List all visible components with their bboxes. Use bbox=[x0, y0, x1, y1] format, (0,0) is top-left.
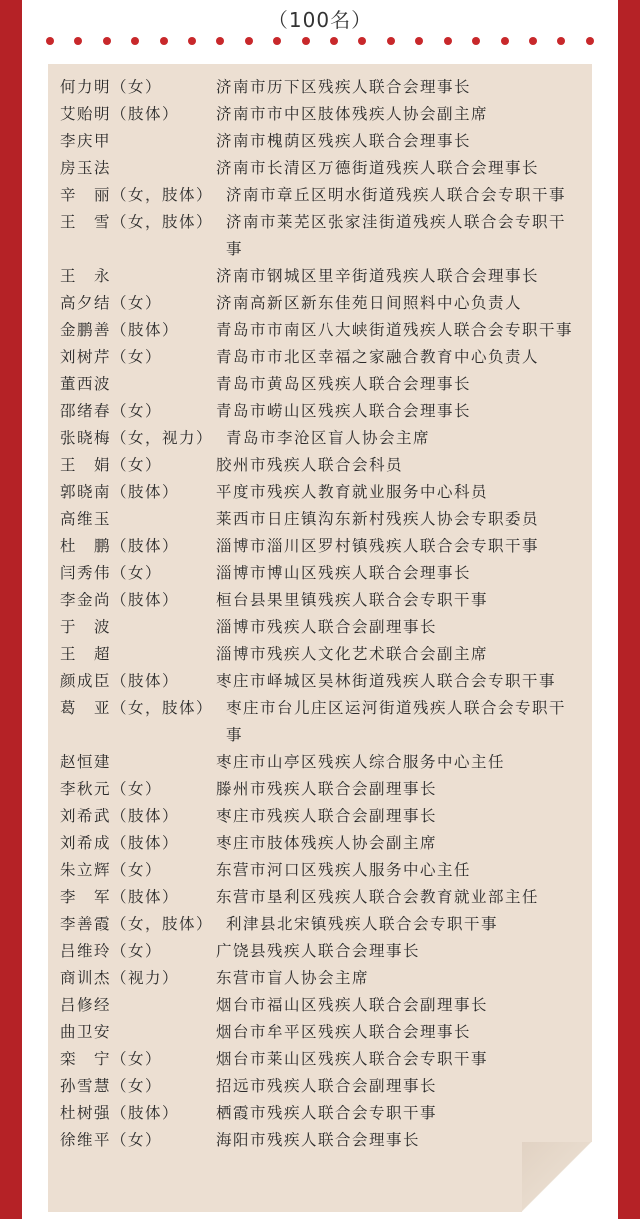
list-item bbox=[60, 1019, 582, 1046]
honoree-name: 王 超 bbox=[60, 645, 112, 663]
honoree-name: 刘希成（肢体） bbox=[60, 834, 180, 852]
list-item bbox=[60, 506, 582, 533]
honoree-name: 杜树强（肢体） bbox=[60, 1104, 180, 1122]
list-item bbox=[60, 74, 582, 101]
honoree-name: 朱立辉（女） bbox=[60, 861, 163, 879]
honoree-organization: 济南市槐荫区残疾人联合会理事长 bbox=[216, 132, 472, 150]
honoree-organization: 青岛市李沧区盲人协会主席 bbox=[226, 429, 431, 447]
divider-dot bbox=[216, 37, 224, 45]
honoree-name: 何力明（女） bbox=[60, 78, 163, 96]
honoree-name: 高维玉 bbox=[60, 510, 112, 528]
honoree-name: 闫秀伟（女） bbox=[60, 564, 163, 582]
honoree-name: 刘树芹（女） bbox=[60, 348, 163, 366]
divider-dot bbox=[586, 37, 594, 45]
list-item bbox=[60, 614, 582, 641]
list-item bbox=[60, 803, 582, 830]
list-item bbox=[60, 830, 582, 857]
list-item bbox=[60, 965, 582, 992]
list-item bbox=[60, 452, 582, 479]
divider-dot bbox=[160, 37, 168, 45]
honoree-organization: 济南市市中区肢体残疾人协会副主席 bbox=[216, 105, 489, 123]
honoree-organization: 青岛市黄岛区残疾人联合会理事长 bbox=[216, 375, 472, 393]
honoree-organization: 枣庄市台儿庄区运河街道残疾人联合会专职干事 bbox=[226, 699, 567, 744]
honoree-organization: 济南市钢城区里辛街道残疾人联合会理事长 bbox=[216, 267, 540, 285]
honoree-name: 王 永 bbox=[60, 267, 112, 285]
honoree-name: 房玉法 bbox=[60, 159, 112, 177]
list-item bbox=[60, 425, 582, 452]
honoree-name: 栾 宁（女） bbox=[60, 1050, 163, 1068]
divider-dot bbox=[273, 37, 281, 45]
honoree-organization: 烟台市福山区残疾人联合会副理事长 bbox=[216, 996, 489, 1014]
honoree-organization: 烟台市牟平区残疾人联合会理事长 bbox=[216, 1023, 472, 1041]
divider-dot bbox=[501, 37, 509, 45]
divider-dot bbox=[131, 37, 139, 45]
honoree-name: 吕维玲（女） bbox=[60, 942, 163, 960]
honoree-organization: 枣庄市山亭区残疾人综合服务中心主任 bbox=[216, 753, 506, 771]
divider-dot bbox=[444, 37, 452, 45]
list-item bbox=[60, 857, 582, 884]
honoree-organization: 淄博市淄川区罗村镇残疾人联合会专职干事 bbox=[216, 537, 540, 555]
list-item bbox=[60, 155, 582, 182]
honoree-organization: 青岛市市南区八大峡街道残疾人联合会专职干事 bbox=[216, 321, 574, 339]
divider-dot bbox=[245, 37, 253, 45]
divider-dot bbox=[46, 37, 54, 45]
dotted-divider bbox=[46, 36, 594, 46]
honoree-name: 赵恒建 bbox=[60, 753, 112, 771]
list-item bbox=[60, 587, 582, 614]
list-item bbox=[60, 182, 582, 209]
honoree-organization: 济南市莱芜区张家洼街道残疾人联合会专职干事 bbox=[226, 213, 567, 258]
honoree-organization: 淄博市残疾人联合会副理事长 bbox=[216, 618, 438, 636]
honoree-organization: 青岛市市北区幸福之家融合教育中心负责人 bbox=[216, 348, 540, 366]
honoree-name: 李金尚（肢体） bbox=[60, 591, 180, 609]
honoree-name: 张晓梅（女，视力） bbox=[60, 429, 214, 447]
honoree-list bbox=[60, 74, 582, 1154]
honoree-organization: 招远市残疾人联合会副理事长 bbox=[216, 1077, 438, 1095]
divider-dot bbox=[415, 37, 423, 45]
divider-dot bbox=[188, 37, 196, 45]
honoree-organization: 枣庄市峄城区吴林街道残疾人联合会专职干事 bbox=[216, 672, 557, 690]
honoree-organization: 烟台市莱山区残疾人联合会专职干事 bbox=[216, 1050, 489, 1068]
honoree-organization: 东营市河口区残疾人服务中心主任 bbox=[216, 861, 472, 879]
honoree-organization: 济南市历下区残疾人联合会理事长 bbox=[216, 78, 472, 96]
honoree-name: 李庆甲 bbox=[60, 132, 112, 150]
divider-dot bbox=[103, 37, 111, 45]
honoree-name: 郭晓南（肢体） bbox=[60, 483, 180, 501]
list-item bbox=[60, 344, 582, 371]
list-item bbox=[60, 695, 582, 749]
list-item bbox=[60, 938, 582, 965]
list-item bbox=[60, 1073, 582, 1100]
list-item bbox=[60, 371, 582, 398]
list-item bbox=[60, 1046, 582, 1073]
right-red-border bbox=[618, 0, 640, 1219]
honoree-name: 商训杰（视力） bbox=[60, 969, 180, 987]
honoree-organization: 济南市长清区万德街道残疾人联合会理事长 bbox=[216, 159, 540, 177]
honoree-name: 杜 鹏（肢体） bbox=[60, 537, 180, 555]
honoree-name: 颜成臣（肢体） bbox=[60, 672, 180, 690]
honoree-name: 刘希武（肢体） bbox=[60, 807, 180, 825]
list-item bbox=[60, 398, 582, 425]
list-item bbox=[60, 776, 582, 803]
honoree-name: 李善霞（女，肢体） bbox=[60, 915, 214, 933]
honoree-organization: 利津县北宋镇残疾人联合会专职干事 bbox=[226, 915, 499, 933]
list-item bbox=[60, 749, 582, 776]
honoree-organization: 桓台县果里镇残疾人联合会专职干事 bbox=[216, 591, 489, 609]
list-item bbox=[60, 317, 582, 344]
list-item bbox=[60, 209, 582, 263]
divider-dot bbox=[302, 37, 310, 45]
honoree-name: 王 雪（女，肢体） bbox=[60, 213, 214, 231]
honoree-name: 金鹏善（肢体） bbox=[60, 321, 180, 339]
divider-dot bbox=[529, 37, 537, 45]
divider-dot bbox=[358, 37, 366, 45]
honoree-organization: 东营市盲人协会主席 bbox=[216, 969, 370, 987]
divider-dot bbox=[472, 37, 480, 45]
list-item bbox=[60, 1127, 582, 1154]
list-item bbox=[60, 101, 582, 128]
honoree-organization: 枣庄市肢体残疾人协会副主席 bbox=[216, 834, 438, 852]
honoree-organization: 青岛市崂山区残疾人联合会理事长 bbox=[216, 402, 472, 420]
left-red-border bbox=[0, 0, 22, 1219]
list-item bbox=[60, 533, 582, 560]
divider-dot bbox=[74, 37, 82, 45]
honoree-name: 徐维平（女） bbox=[60, 1131, 163, 1149]
list-item bbox=[60, 884, 582, 911]
honoree-organization: 滕州市残疾人联合会副理事长 bbox=[216, 780, 438, 798]
list-item bbox=[60, 290, 582, 317]
list-item bbox=[60, 668, 582, 695]
honoree-organization: 东营市垦利区残疾人联合会教育就业部主任 bbox=[216, 888, 540, 906]
honoree-organization: 淄博市残疾人文化艺术联合会副主席 bbox=[216, 645, 489, 663]
list-item bbox=[60, 911, 582, 938]
honoree-name: 葛 亚（女，肢体） bbox=[60, 699, 214, 717]
name-list-card bbox=[48, 64, 592, 1212]
honoree-organization: 淄博市博山区残疾人联合会理事长 bbox=[216, 564, 472, 582]
honoree-name: 艾贻明（肢体） bbox=[60, 105, 180, 123]
honoree-name: 辛 丽（女，肢体） bbox=[60, 186, 214, 204]
honoree-organization: 广饶县残疾人联合会理事长 bbox=[216, 942, 421, 960]
honoree-name: 李秋元（女） bbox=[60, 780, 163, 798]
list-item bbox=[60, 479, 582, 506]
honoree-name: 董西波 bbox=[60, 375, 112, 393]
list-count-heading: （100名） bbox=[267, 8, 373, 32]
page-curl-corner bbox=[522, 1142, 592, 1212]
honoree-organization: 枣庄市残疾人联合会副理事长 bbox=[216, 807, 438, 825]
list-item bbox=[60, 128, 582, 155]
honoree-organization: 胶州市残疾人联合会科员 bbox=[216, 456, 404, 474]
divider-dot bbox=[557, 37, 565, 45]
list-item bbox=[60, 263, 582, 290]
honoree-organization: 莱西市日庄镇沟东新村残疾人协会专职委员 bbox=[216, 510, 540, 528]
honoree-name: 王 娟（女） bbox=[60, 456, 163, 474]
honoree-organization: 济南高新区新东佳苑日间照料中心负责人 bbox=[216, 294, 523, 312]
honoree-name: 吕修经 bbox=[60, 996, 112, 1014]
divider-dot bbox=[330, 37, 338, 45]
list-item bbox=[60, 641, 582, 668]
honoree-name: 于 波 bbox=[60, 618, 112, 636]
honoree-name: 孙雪慧（女） bbox=[60, 1077, 163, 1095]
list-item bbox=[60, 1100, 582, 1127]
list-item bbox=[60, 560, 582, 587]
list-item bbox=[60, 992, 582, 1019]
honoree-organization: 海阳市残疾人联合会理事长 bbox=[216, 1131, 421, 1149]
honoree-name: 邵绪春（女） bbox=[60, 402, 163, 420]
honoree-name: 李 军（肢体） bbox=[60, 888, 180, 906]
honoree-name: 曲卫安 bbox=[60, 1023, 112, 1041]
honoree-organization: 栖霞市残疾人联合会专职干事 bbox=[216, 1104, 438, 1122]
honoree-name: 高夕结（女） bbox=[60, 294, 163, 312]
divider-dot bbox=[387, 37, 395, 45]
honoree-organization: 平度市残疾人教育就业服务中心科员 bbox=[216, 483, 489, 501]
honoree-organization: 济南市章丘区明水街道残疾人联合会专职干事 bbox=[226, 186, 567, 204]
